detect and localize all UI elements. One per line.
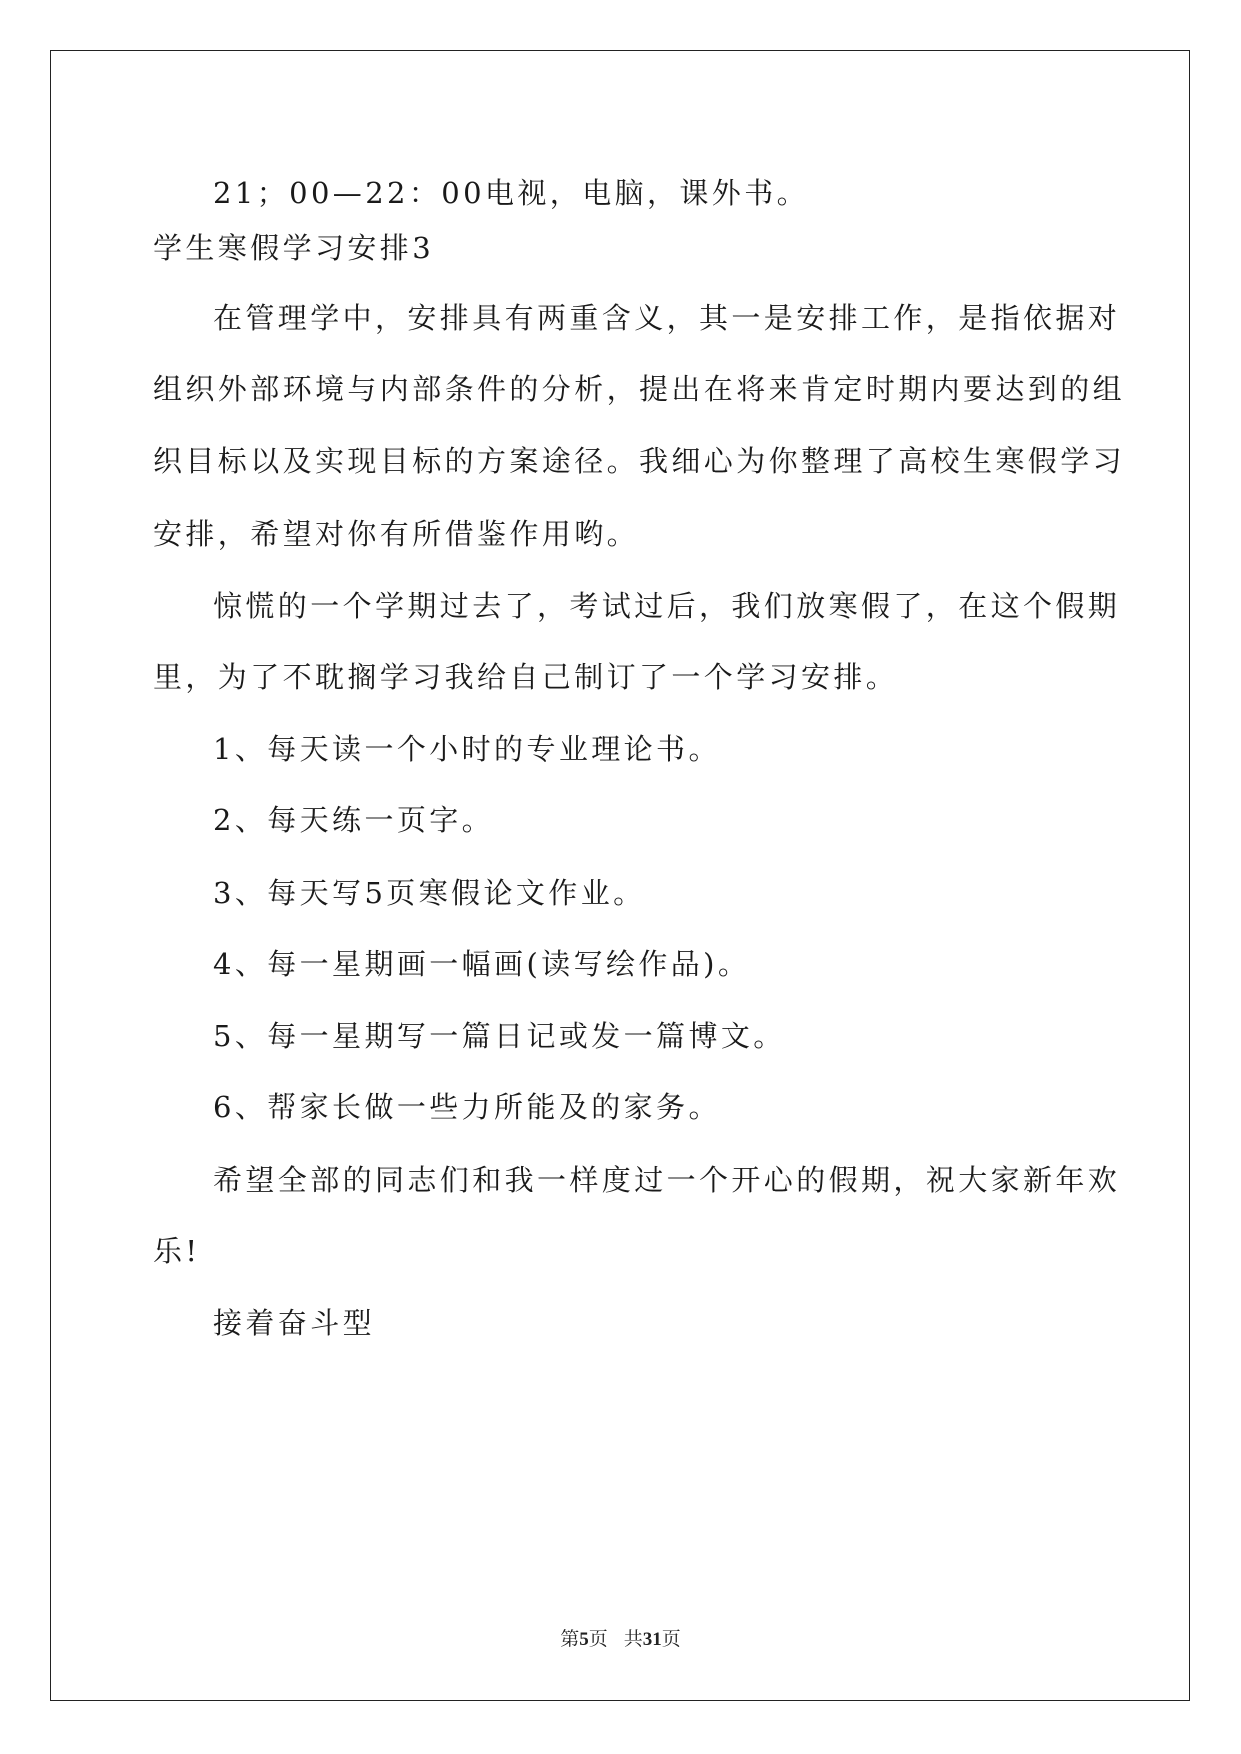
total-label-suffix: 页 [661,1628,681,1650]
list-item: 3、每天写5页寒假论文作业。 [213,876,646,910]
paragraph-line: 织目标以及实现目标的方案途径。我细心为你整理了高校生寒假学习 [153,444,1126,478]
paragraph-line: 希望全部的同志们和我一样度过一个开心的假期，祝大家新年欢 [213,1163,1121,1197]
current-page-number: 5 [579,1629,589,1650]
paragraph-line: 安排，希望对你有所借鉴作用哟。 [153,517,640,551]
list-item: 5、每一星期写一篇日记或发一篇博文。 [213,1019,786,1053]
paragraph-line: 里，为了不耽搁学习我给自己制订了一个学习安排。 [153,660,899,694]
list-item: 1、每天读一个小时的专业理论书。 [213,732,721,766]
paragraph-line: 组织外部环境与内部条件的分析，提出在将来肯定时期内要达到的组 [153,372,1126,406]
page-footer [0,1627,1241,1652]
list-item: 4、每一星期画一幅画(读写绘作品)。 [213,947,751,981]
list-item: 6、帮家长做一些力所能及的家务。 [213,1090,721,1124]
total-page-number: 31 [642,1629,662,1650]
paragraph-line: 乐! [153,1234,201,1268]
page-label-suffix: 页 [588,1628,608,1650]
total-label-prefix: 共 [623,1628,643,1650]
list-item: 2、每天练一页字。 [213,803,495,837]
paragraph-line: 21；00—22：00电视，电脑，课外书。 [213,176,810,210]
paragraph-line: 惊慌的一个学期过去了，考试过后，我们放寒假了，在这个假期 [213,589,1121,623]
paragraph-line: 接着奋斗型 [213,1306,376,1340]
page-label-prefix: 第 [560,1628,580,1650]
paragraph-line: 在管理学中，安排具有两重含义，其一是安排工作，是指依据对 [213,301,1121,335]
section-heading: 学生寒假学习安排3 [153,231,435,265]
